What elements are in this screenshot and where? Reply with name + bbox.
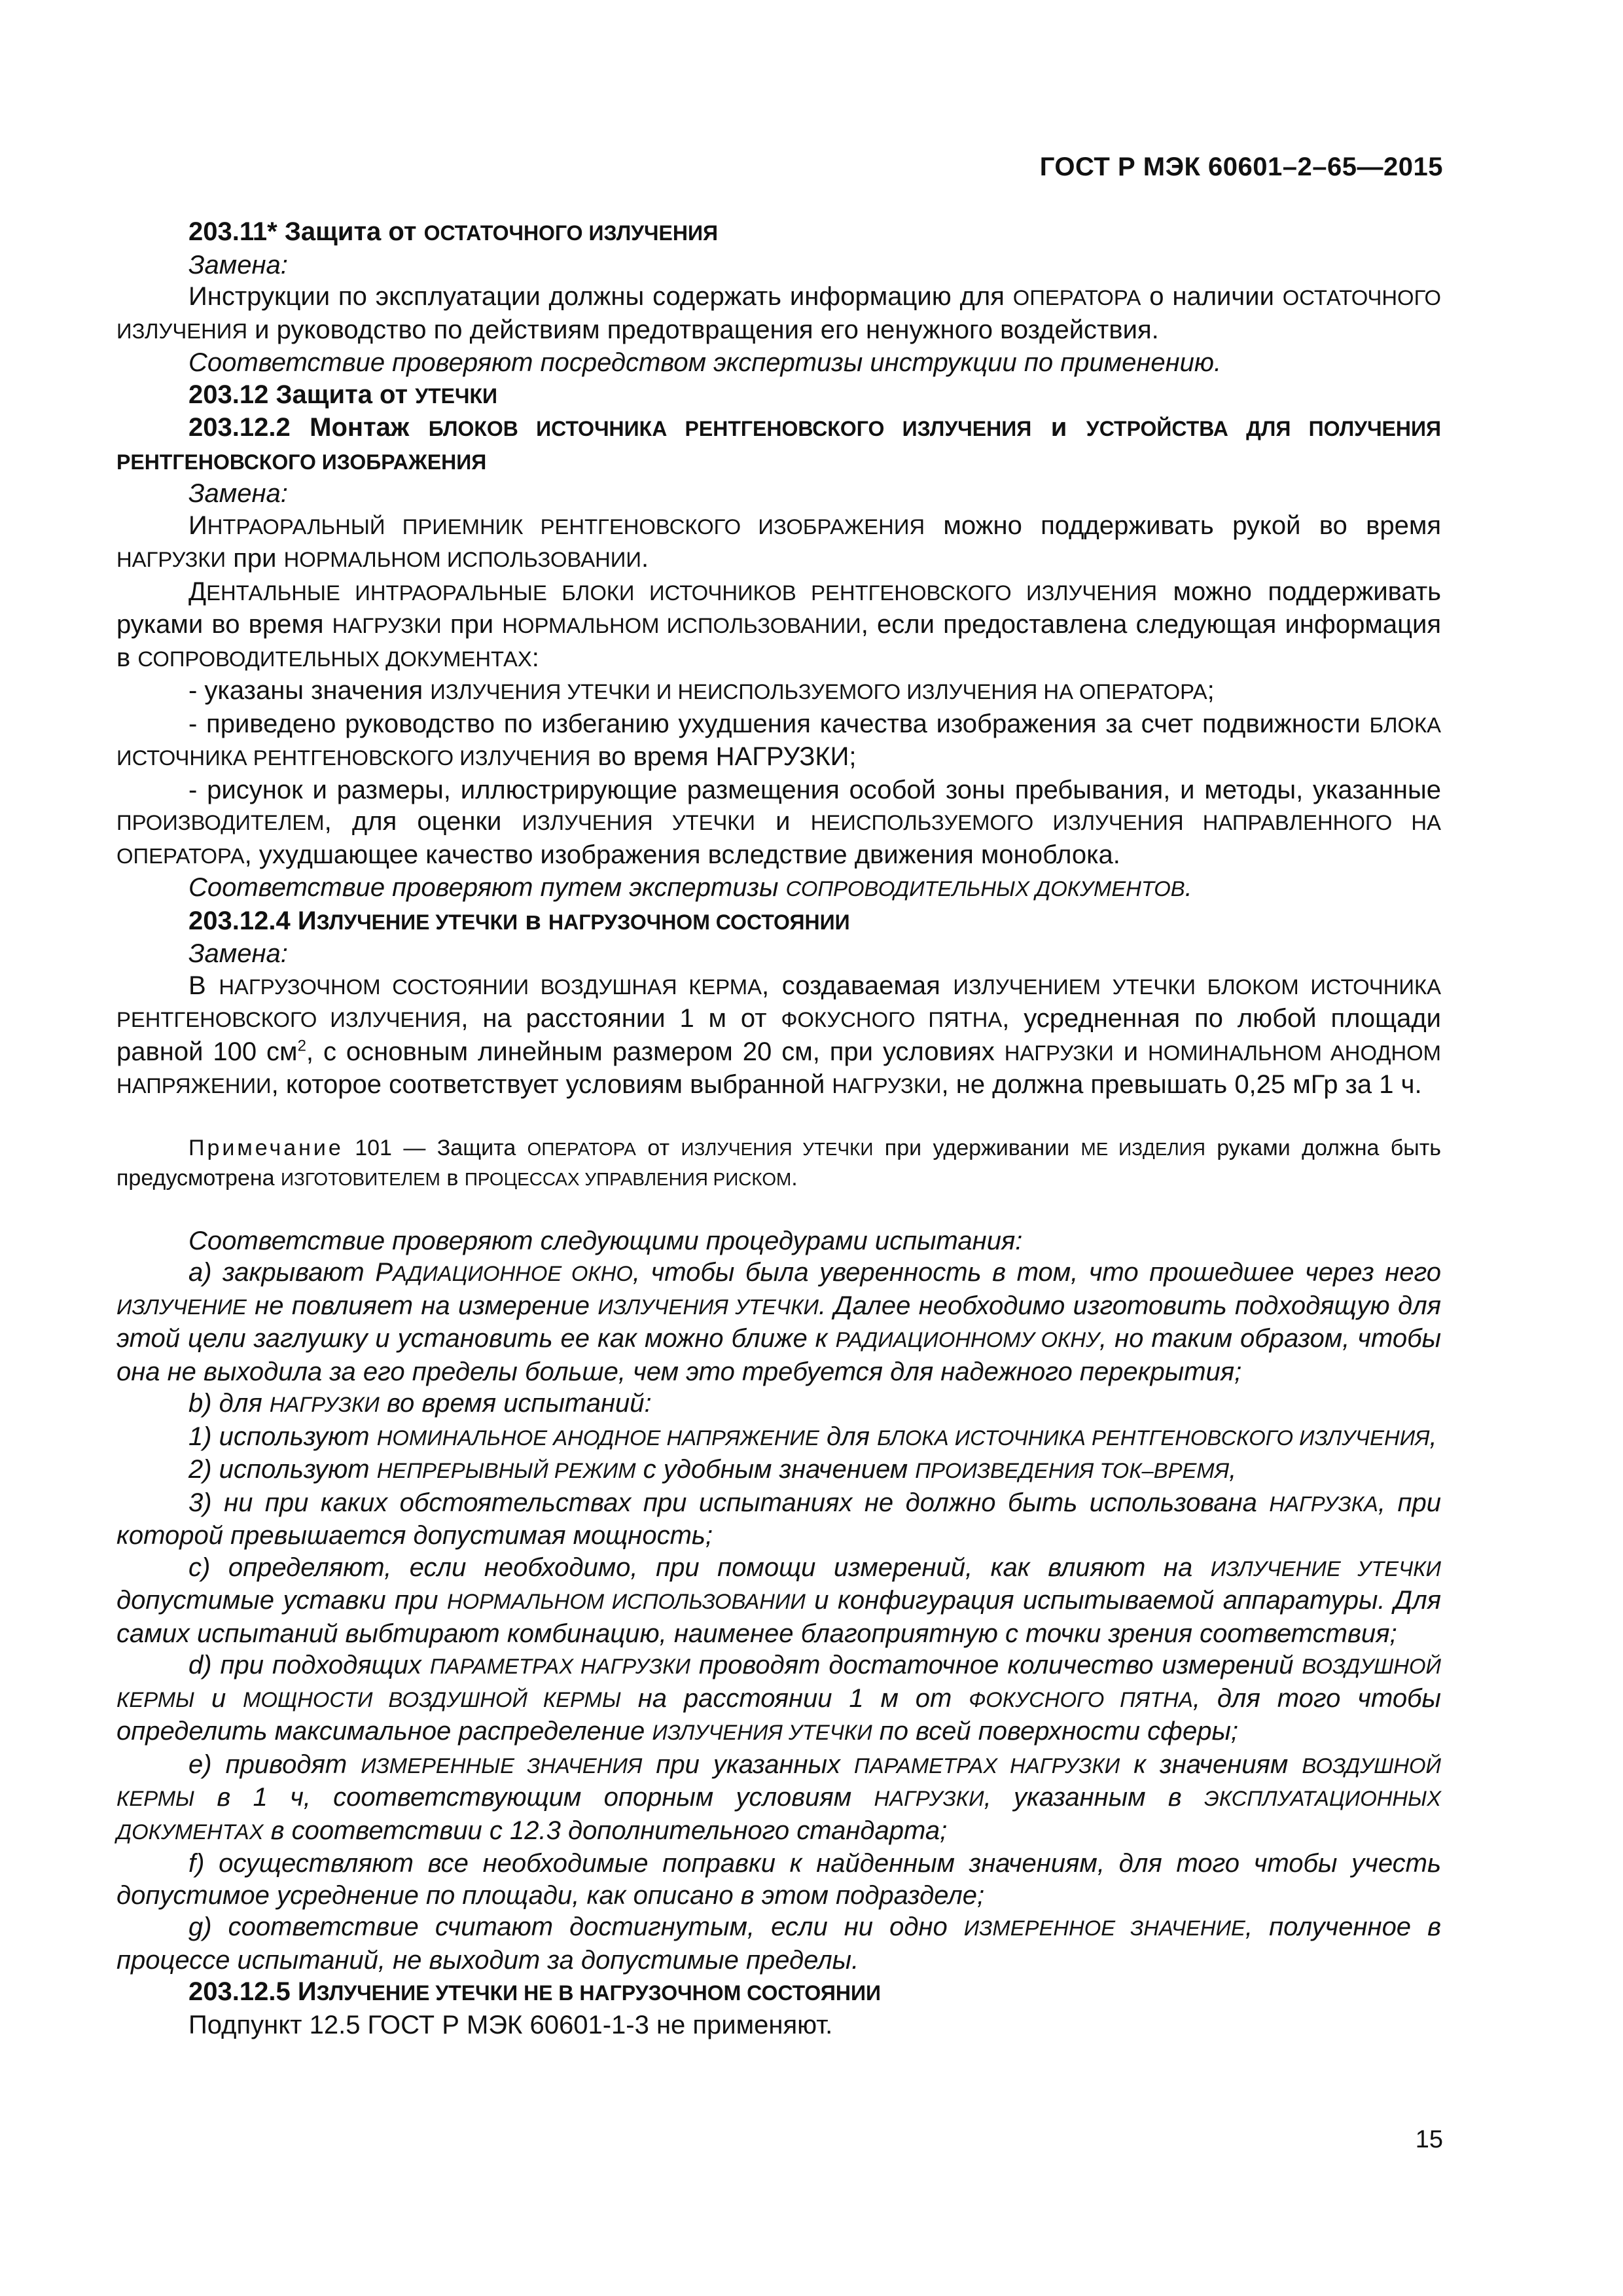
document-code-header: ГОСТ Р МЭК 60601–2–65—2015 <box>1039 152 1443 181</box>
text-run: : <box>531 643 539 672</box>
text-run: можно поддерживать рукой во время <box>925 511 1441 540</box>
term-text: НТРАОРАЛЬНЫЙ ПРИЕМНИК РЕНТГЕНОВСКОГО ИЗОБРАЖЕНИЯ <box>207 514 925 539</box>
body-paragraph <box>116 2009 1441 2041</box>
text-run: f) осуществляют все необходимые поправки к найденным значениям, для того чтобы учесть допустимое усреднение по площади, как описано в этом подразделе; <box>116 1849 1441 1910</box>
term-text: ИЗЛУЧЕНИЯ УТЕЧКИ <box>652 1720 872 1744</box>
text-run: , чтобы была уверенность в том, что прошедшее через него <box>632 1258 1442 1287</box>
term-text: НОРМАЛЬНОМ ИСПОЛЬЗОВАНИИ <box>446 1589 806 1613</box>
text-run: Соответствие проверяют следующими процедурами испытания: <box>188 1226 1023 1255</box>
italic-paragraph <box>116 1388 1441 1421</box>
text-run: 203.12.2 Монтаж <box>188 413 429 442</box>
text-run: , с основным линейным размером 20 см, при условиях <box>306 1037 1005 1066</box>
italic-paragraph <box>116 872 1441 905</box>
document-body <box>116 216 1441 2041</box>
italic-paragraph <box>116 1911 1441 1976</box>
italic-paragraph <box>116 1454 1441 1487</box>
text-run: 203.12.5 И <box>188 1977 317 2006</box>
term-text: РАДИАЦИОННОМУ ОКНУ <box>835 1327 1099 1352</box>
italic-paragraph <box>116 938 1441 970</box>
term-text: НОМИНАЛЬНОЕ АНОДНОЕ НАПРЯЖЕНИЕ <box>376 1425 819 1450</box>
term-text: ПРОИЗВОДИТЕЛЕМ <box>116 810 325 834</box>
text-run: о наличии <box>1141 282 1283 311</box>
text-run: , усредненная по любой площади равной 100 см <box>116 1004 1441 1066</box>
term-text: НАГРУЗКИ <box>832 1073 942 1098</box>
text-run: на расстоянии 1 м от <box>620 1683 969 1713</box>
term-text: ПРОИЗВЕДЕНИЯ ТОК–ВРЕМЯ <box>915 1458 1230 1482</box>
term-text: ИЗЛУЧЕНИЯ УТЕЧКИ <box>522 810 755 834</box>
term-text: СОПРОВОДИТЕЛЬНЫХ ДОКУМЕНТАХ <box>137 646 532 671</box>
term-text: ПРОЦЕССАХ УПРАВЛЕНИЯ РИСКОМ <box>464 1168 792 1189</box>
text-run: во время испытаний: <box>379 1389 652 1418</box>
term-text: УТЕЧКИ <box>415 384 498 408</box>
text-run: , указанным в <box>984 1783 1204 1812</box>
section-heading <box>116 216 1441 249</box>
text-run: и руководство по действиям предотвращения его ненужного воздействия. <box>247 315 1159 344</box>
section-heading <box>116 379 1441 412</box>
term-text: ПАРАМЕТРАХ НАГРУЗКИ <box>854 1753 1120 1778</box>
text-run: . <box>641 544 649 573</box>
term-text: БЛОКА ИСТОЧНИКА РЕНТГЕНОВСКОГО ИЗЛУЧЕНИЯ <box>116 712 1441 770</box>
text-run: Замена: <box>188 479 288 508</box>
term-text: ФОКУСНОГО ПЯТНА <box>969 1687 1193 1712</box>
text-run: с) определяют, если необходимо, при помощи измерений, как влияют на <box>188 1552 1211 1582</box>
text-run: Замена: <box>188 939 288 968</box>
text-run: можно поддерживать руками во время <box>116 577 1442 639</box>
text-run: во время НАГРУЗКИ; <box>590 742 857 771</box>
text-run: и <box>755 807 811 836</box>
text-run: , <box>1429 1422 1437 1451</box>
text-run: и <box>194 1683 243 1713</box>
text-run: ; <box>1207 676 1215 705</box>
text-run: 203.12.4 И <box>188 906 317 935</box>
term-text: ИЗМЕРЕННЫЕ ЗНАЧЕНИЯ <box>361 1753 643 1778</box>
body-paragraph <box>116 708 1441 774</box>
body-paragraph <box>116 510 1441 576</box>
text-run: е) приводят <box>188 1749 361 1779</box>
text-run: при удерживании <box>873 1135 1081 1160</box>
term-text: АДИАЦИОННОЕ ОКНО <box>393 1261 633 1285</box>
term-text: УСТРОЙСТВА ДЛЯ ПОЛУЧЕНИЯ РЕНТГЕНОВСКОГО ИЗОБРАЖЕНИЯ <box>116 417 1442 474</box>
text-run: , создаваемая <box>761 971 954 1000</box>
term-text: ИЗЛУЧЕНИЕ УТЕЧКИ <box>1210 1556 1441 1581</box>
text-run: В <box>188 971 219 1000</box>
term-text: НЕИСПОЛЬЗУЕМОГО ИЗЛУЧЕНИЯ НАПРАВЛЕННОГО НА ОПЕРАТОРА <box>116 810 1441 868</box>
text-run: , полученное в процессе испытаний, не выходит за допустимые пределы. <box>116 1912 1442 1975</box>
text-run: при указанных <box>642 1749 855 1779</box>
text-run: . <box>1185 873 1192 902</box>
text-run: , <box>1229 1455 1237 1484</box>
text-run: при <box>226 544 284 573</box>
text-run: , ухудшающее качество изображения вследствие движения моноблока. <box>244 840 1120 869</box>
text-run: Примечание <box>188 1135 344 1160</box>
text-run: в соответствии с 12.3 дополнительного стандарта; <box>263 1816 948 1845</box>
italic-paragraph <box>116 249 1441 281</box>
term-text: ВОЗДУШНОЙ КЕРМЫ <box>116 1654 1441 1712</box>
body-paragraph <box>116 281 1441 347</box>
text-run: и <box>1113 1037 1149 1066</box>
term-text: НОРМАЛЬНОМ ИСПОЛЬЗОВАНИИ <box>283 547 641 571</box>
italic-paragraph <box>116 1421 1441 1454</box>
term-text: ОПЕРАТОРА <box>527 1138 636 1159</box>
term-text: ОСТАТОЧНОГО ИЗЛУЧЕНИЯ <box>423 221 718 245</box>
note-paragraph <box>116 1134 1441 1194</box>
text-run: , которое соответствует условиям выбранной <box>271 1070 832 1099</box>
text-run: Замена: <box>188 250 288 279</box>
text-run: по всей поверхности сферы; <box>872 1717 1239 1746</box>
italic-paragraph <box>116 1649 1441 1749</box>
text-run: , но таким образом, чтобы она не выходила за его пределы больше, чем это требуется для надежного перекрытия; <box>116 1324 1442 1386</box>
term-text: ЗЛУЧЕНИЕ УТЕЧКИ <box>316 910 518 934</box>
text-run: при <box>441 610 503 639</box>
text-run: . Далее необходимо изготовить подходящую для этой цели заглушку и установить ее как можно ближе к <box>116 1291 1442 1353</box>
text-run: d) при подходящих <box>188 1651 430 1679</box>
text-run: b) для <box>188 1389 270 1418</box>
term-text: НАГРУЗКИ <box>1004 1040 1114 1065</box>
term-text: НАГРУЗКИ <box>874 1786 984 1810</box>
term-text: НОРМАЛЬНОМ ИСПОЛЬЗОВАНИИ <box>502 613 861 637</box>
term-text: НАГРУЗОЧНОМ СОСТОЯНИИ ВОЗДУШНАЯ КЕРМА <box>219 974 762 999</box>
text-run: руками должна быть предусмотрена <box>116 1135 1441 1191</box>
text-run: от <box>635 1135 681 1160</box>
section-heading <box>116 412 1441 478</box>
text-run: Инструкции по эксплуатации должны содержать информацию для <box>188 282 1013 311</box>
term-text: ОПЕРАТОРА <box>1012 285 1141 310</box>
term-text: СОПРОВОДИТЕЛЬНЫХ ДОКУМЕНТОВ <box>785 876 1185 901</box>
italic-paragraph <box>116 1749 1441 1848</box>
italic-paragraph <box>116 1552 1441 1650</box>
body-paragraph <box>116 774 1441 872</box>
text-run: и конфигурация испытываемой аппаратуры. Для самих испытаний выбтирают комбинацию, наименее благоприятную с точки зрения соответствия; <box>116 1586 1441 1648</box>
term-text: ИЗЛУЧЕНИЕМ УТЕЧКИ БЛОКОМ ИСТОЧНИКА РЕНТГЕНОВСКОГО ИЗЛУЧЕНИЯ <box>116 974 1441 1031</box>
term-text: ВОЗДУШНОЙ КЕРМЫ <box>116 1753 1441 1810</box>
text-run: - указаны значения <box>188 676 431 705</box>
text-run: Соответствие проверяют путем экспертизы <box>188 873 786 902</box>
text-run: 1) используют <box>188 1422 377 1451</box>
text-run: - приведено руководство по избеганию ухудшения качества изображения за счет подвижности <box>188 709 1370 738</box>
term-text: БЛОКА ИСТОЧНИКА РЕНТГЕНОВСКОГО ИЗЛУЧЕНИЯ <box>877 1425 1430 1450</box>
term-text: НАГРУЗОЧНОМ СОСТОЯНИИ <box>548 910 850 934</box>
text-run: с удобным значением <box>635 1455 916 1484</box>
term-text: НАГРУЗКИ <box>116 547 226 571</box>
page-number: 15 <box>1415 2126 1443 2153</box>
text-run: , не должна превышать 0,25 мГр за 1 ч. <box>941 1070 1422 1099</box>
text-run: 203.12 Защита от <box>188 380 416 409</box>
term-text: ЗЛУЧЕНИЕ УТЕЧКИ НЕ В НАГРУЗОЧНОМ СОСТОЯНИИ <box>316 1981 881 2005</box>
term-text: ИЗЛУЧЕНИЯ УТЕЧКИ <box>597 1294 819 1319</box>
body-paragraph <box>116 675 1441 708</box>
text-run: не повлияет на измерение <box>246 1291 598 1320</box>
term-text: ИЗЛУЧЕНИЯ УТЕЧКИ <box>681 1138 874 1159</box>
text-run: в <box>440 1165 465 1191</box>
term-text: ИЗЛУЧЕНИЯ УТЕЧКИ И НЕИСПОЛЬЗУЕМОГО ИЗЛУЧЕНИЯ НА ОПЕРАТОРА <box>430 679 1207 704</box>
term-text: ИЗМЕРЕННОЕ ЗНАЧЕНИЕ <box>963 1916 1245 1940</box>
text-run: И <box>188 511 207 540</box>
term-text: БЛОКОВ ИСТОЧНИКА РЕНТГЕНОВСКОГО ИЗЛУЧЕНИЯ <box>428 417 1032 440</box>
text-run: для <box>819 1422 878 1451</box>
italic-paragraph <box>116 1848 1441 1911</box>
body-paragraph <box>116 576 1441 675</box>
text-run: к значениям <box>1120 1749 1302 1779</box>
text-run: и <box>1031 413 1086 442</box>
italic-paragraph <box>116 1487 1441 1552</box>
term-text: ИЗЛУЧЕНИЕ <box>116 1294 247 1319</box>
text-run: . <box>791 1165 798 1191</box>
italic-paragraph <box>116 1257 1441 1388</box>
text-run: в <box>518 906 548 935</box>
text-run: 101 — Защита <box>343 1135 527 1160</box>
text-run: а) закрывают Р <box>188 1258 393 1287</box>
text-run: Д <box>188 577 207 606</box>
term-text: НЕПРЕРЫВНЫЙ РЕЖИМ <box>376 1458 636 1482</box>
section-heading <box>116 1976 1441 2009</box>
superscript: 2 <box>297 1037 306 1055</box>
term-text: ИЗГОТОВИТЕЛЕМ <box>281 1168 440 1189</box>
italic-paragraph <box>116 478 1441 510</box>
text-run: в 1 ч, соответствующим опорным условиям <box>194 1783 874 1812</box>
term-text: МЕ ИЗДЕЛИЯ <box>1080 1138 1205 1159</box>
term-text: ПАРАМЕТРАХ НАГРУЗКИ <box>429 1654 690 1678</box>
text-run: Подпункт 12.5 ГОСТ Р МЭК 60601-1-3 не применяют. <box>188 2010 833 2039</box>
text-run: 203.11* Защита от <box>188 217 424 246</box>
term-text: МОЩНОСТИ ВОЗДУШНОЙ КЕРМЫ <box>243 1687 621 1712</box>
section-heading <box>116 905 1441 939</box>
term-text: НАГРУЗКИ <box>269 1392 380 1416</box>
text-run: - рисунок и размеры, иллюстрирующие размещения особой зоны пребывания, и методы, указанные <box>188 775 1441 804</box>
text-run: 2) используют <box>188 1455 377 1484</box>
text-run: , при которой превышается допустимая мощность; <box>116 1488 1442 1550</box>
body-paragraph <box>116 970 1441 1102</box>
text-run: проводят достаточное количество измерений <box>690 1651 1302 1679</box>
text-run: g) соответствие считают достигнутым, если ни одно <box>188 1912 964 1941</box>
text-run: 3) ни при каких обстоятельствах при испытаниях не должно быть использована <box>188 1488 1270 1517</box>
italic-paragraph <box>116 347 1441 379</box>
italic-paragraph <box>116 1225 1441 1257</box>
text-run: допустимые уставки при <box>116 1586 447 1615</box>
term-text: НОМИНАЛЬНОМ АНОДНОМ НАПРЯЖЕНИИ <box>116 1040 1441 1098</box>
term-text: ЕНТАЛЬНЫЕ ИНТРАОРАЛЬНЫЕ БЛОКИ ИСТОЧНИКОВ РЕНТГЕНОВСКОГО ИЗЛУЧЕНИЯ <box>206 580 1158 605</box>
text-run: , для оценки <box>324 807 522 836</box>
term-text: НАГРУЗКА <box>1269 1491 1378 1516</box>
text-run: , на расстоянии 1 м от <box>461 1004 781 1033</box>
text-run: , для того чтобы определить максимальное распределение <box>116 1683 1441 1746</box>
term-text: ОСТАТОЧНОГО ИЗЛУЧЕНИЯ <box>116 285 1441 343</box>
term-text: ФОКУСНОГО ПЯТНА <box>781 1007 1003 1031</box>
text-run: Соответствие проверяют посредством экспертизы инструкции по применению. <box>188 348 1222 377</box>
term-text: ЭКСПЛУАТАЦИОННЫХ ДОКУМЕНТАХ <box>116 1786 1442 1844</box>
term-text: НАГРУЗКИ <box>332 613 442 637</box>
text-run: , если предоставлена следующая информация в <box>116 610 1441 672</box>
